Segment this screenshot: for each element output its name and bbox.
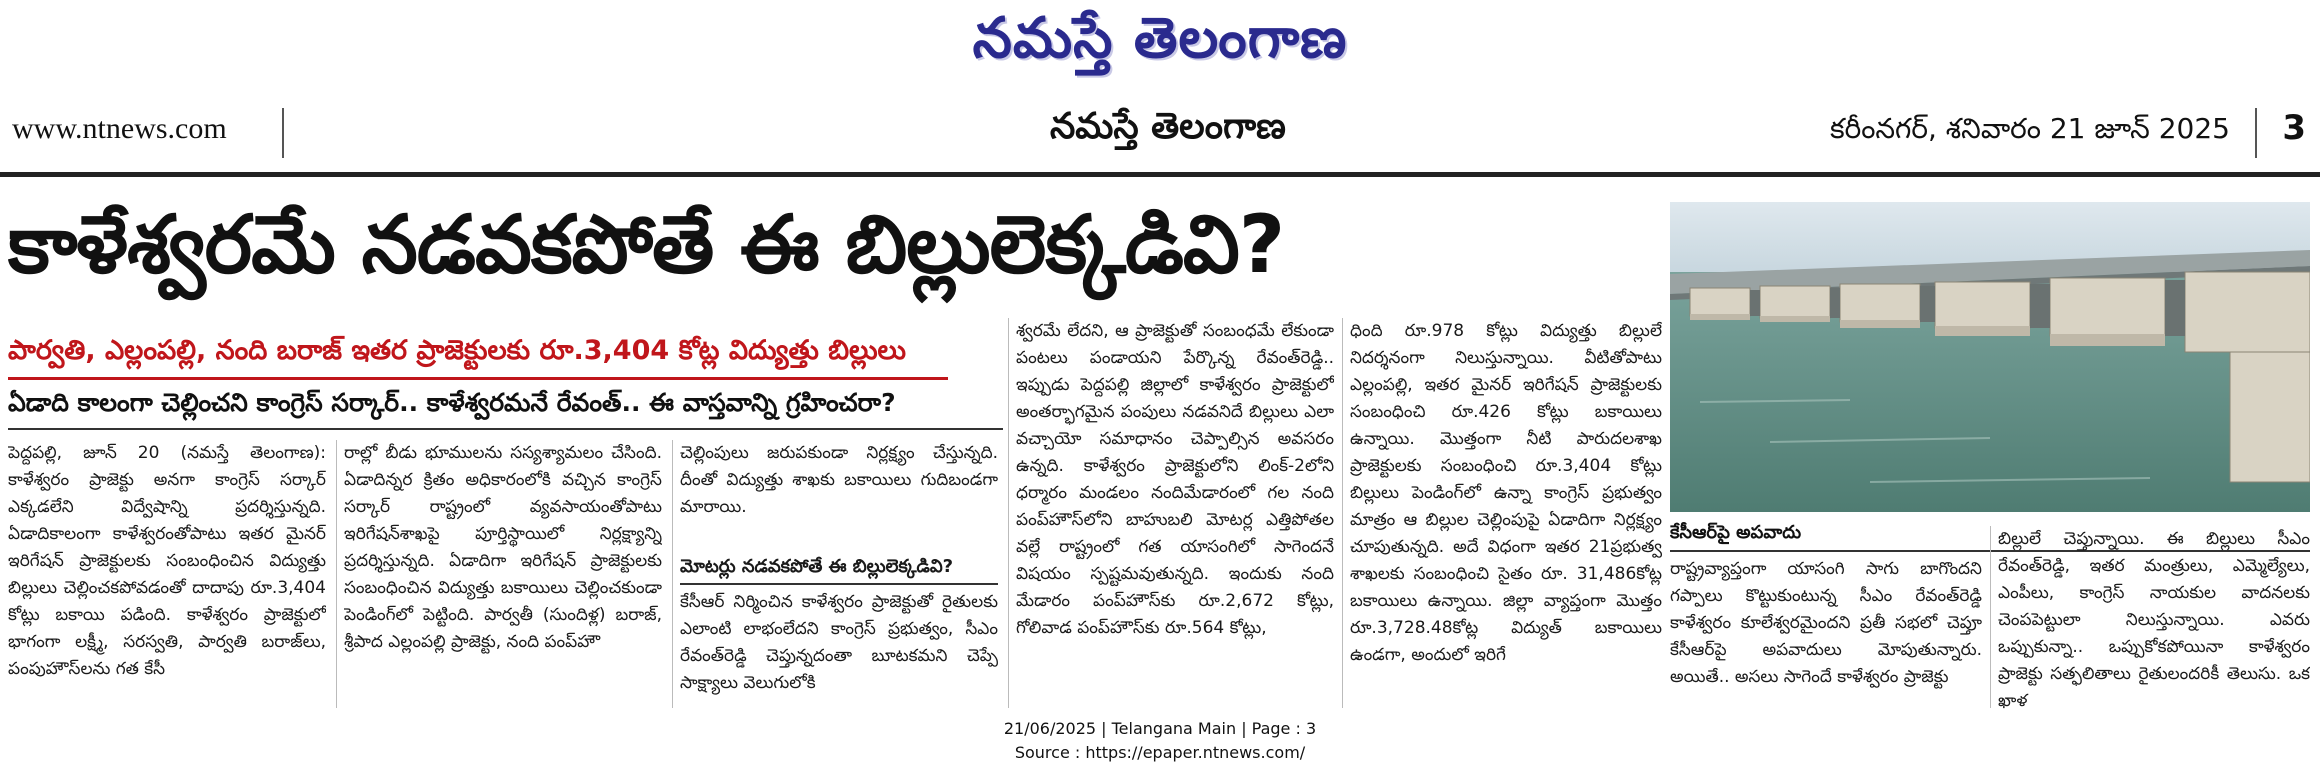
kicker: పార్వతి, ఎల్లంపల్లి, నంది బరాజ్ ఇతర ప్రాజెక్టులకు రూ.3,404 కోట్ల విద్యుత్తు బిల్లులు xyxy=(8,335,907,366)
column-text: రాష్ట్రవ్యాప్తంగా యాసంగి సాగు బాగొందని గప్పాలు కొట్టుకుంటున్న సీఎం రేవంత్‌రెడ్డి కాళేశ్వరం కూలేశ్వరమైందని ప్రతీ సభలో చెప్తూ కేసీఆర్‌పై అపవాదులు మోపుతున్నారు. అయితే.. అసలు సాగెందే కాళేశ్వరం ప్రాజెక్టు xyxy=(1670,559,1982,687)
top-bar xyxy=(0,104,2320,166)
column-text: రాల్లో బీడు భూములను సస్యశ్యామలం చేసింది. ఏడాదిన్నర క్రితం అధికారంలోకి వచ్చిన కాంగ్రెస్ సర్కార్ రాష్ట్రంలో వ్యవసాయంతోపాటు ఇరిగేషన్‌శాఖపై పూర్తిస్థాయిలో నిర్లక్ష్యాన్ని ప్రదర్శిస్తున్నది. ఏడాదిగా ఇరిగేషన్ ప్రాజెక్టులకు సంబంధించిన విద్యుత్తు బకాయిలు చెల్లించకుండా పెండింగ్‌లో పెట్టింది. పార్వతీ (సుందిళ్ల) బరాజ్, శ్రీపాద ఎల్లంపల్లి ప్రాజెక్టు, నంది పంప్‌హౌ xyxy=(344,443,662,652)
column-text: శ్వరమే లేదని, ఆ ప్రాజెక్టుతో సంబంధమే లేకుండా పంటలు పండాయని పేర్కొన్న రేవంత్‌రెడ్డి.. ఇప్పుడు పెద్దపల్లి జిల్లాలో కాళేశ్వరం ప్రాజెక్టులో అంతర్భాగమైన పంపులు నడవనిదే బిల్లులు ఎలా వచ్చాయో సమాధానం చెప్పాల్సిన అవసరం ఉన్నది. కాళేశ్వరం ప్రాజెక్టులోని లింక్-2లోని ధర్మారం మండలం నందిమేడారంలో గల నంది పంప్‌హౌస్‌లోని బాహుబలి మోటర్ల ఎత్తిపోతల వల్లే రాష్ట్రంలో గత యాసంగిలో సాగెందనే విషయం స్పష్టమవుతున్నది. ఇందుకు నంది మేడారం పంప్‌హౌస్‌కు రూ.2,672 కోట్లు, గోలివాడ పంప్‌హౌస్‌కు రూ.564 కోట్లు, xyxy=(1016,321,1334,638)
article-column-2 xyxy=(344,440,662,710)
subheadline: ఏడాది కాలంగా చెల్లించని కాంగ్రెస్ సర్కార్.. కాళేశ్వరమనే రేవంత్.. ఈ వాస్తవాన్ని గ్రహించరా? xyxy=(8,388,896,417)
article-column-6 xyxy=(1670,556,1982,710)
column-text: చెల్లింపులు జరుపకుండా నిర్లక్ష్యం చేస్తున్నది. దీంతో విద్యుత్తు శాఖకు బకాయిలు గుదిబండగా మారాయి. xyxy=(680,443,998,517)
footer-edition-line: 21/06/2025 | Telangana Main | Page : 3 xyxy=(1003,719,1317,738)
masthead xyxy=(0,0,2320,100)
footer-source-link[interactable]: Source : https://epaper.ntnews.com/ xyxy=(1014,743,1306,762)
column-divider xyxy=(672,440,673,708)
column-text: బిల్లులే చెప్తున్నాయి. ఈ బిల్లులు సీఎం రేవంత్‌రెడ్డి, ఇతర మంత్రులు, ఎమ్మెల్యేలు, ఎంపీలు, కాంగ్రెస్ నాయకుల వాదనలకు చెంపపెట్టులా నిలుస్తున్నాయి. ఎవరు ఒప్పుకున్నా.. ఒప్పుకోకపోయినా కాళేశ్వరం ప్రాజెక్టు సత్ఫలితాలు రైతులందరికీ తెలుసు. ఒక ఖాళ xyxy=(1998,529,2310,710)
column-divider xyxy=(1008,318,1009,708)
article-column-1 xyxy=(8,440,326,710)
page-number: 3 xyxy=(2282,108,2306,148)
footer xyxy=(0,717,2320,765)
divider xyxy=(2255,108,2257,158)
article-column-3 xyxy=(680,440,998,710)
barrage-photo xyxy=(1670,202,2310,512)
column-text: పెద్దపల్లి, జూన్ 20 (నమస్తే తెలంగాణ): కాళేశ్వరం ప్రాజెక్టు అనగా కాంగ్రెస్ సర్కార్ ఎక్కడలేని విద్వేషాన్ని ప్రదర్శిస్తున్నది. ఏడాదికాలంగా కాళేశ్వరంతోపాటు ఇతర మైనర్ ఇరిగేషన్ ప్రాజెక్టులకు సంబంధించిన విద్యుత్తు బిల్లులు చెల్లించకపోవడంతో దాదాపు రూ.3,404 కోట్లు బకాయి పడింది. కాళేశ్వరం ప్రాజెక్టులో భాగంగా లక్ష్మీ, సరస్వతి, పార్వతి బరాజ్‌లు, పంపుహౌస్‌లను గత కేసీ xyxy=(8,443,326,679)
column-divider xyxy=(336,440,337,708)
article-column-7 xyxy=(1998,526,2310,710)
header-rule xyxy=(0,172,2320,177)
subheadline-underline xyxy=(8,428,1003,430)
center-logo: నమస్తే తెలంగాణ xyxy=(1050,106,1286,147)
article-column-5 xyxy=(1350,318,1662,710)
article-column-4 xyxy=(1016,318,1334,710)
website-url[interactable]: www.ntnews.com xyxy=(12,112,227,145)
divider xyxy=(282,108,284,158)
column-divider xyxy=(1990,526,1991,708)
dateline: కరీంనగర్, శనివారం 21 జూన్ 2025 xyxy=(1829,112,2230,145)
column-text: ధింది రూ.978 కోట్లు విద్యుత్తు బిల్లులే నిదర్శనంగా నిలుస్తున్నాయి. వీటితోపాటు ఎల్లంపల్లి, ఇతర మైనర్ ఇరిగేషన్ ప్రాజెక్టులకు సంబంధించి రూ.426 కోట్లు బకాయిలు ఉన్నాయి. మొత్తంగా నీటి పారుదలశాఖ ప్రాజెక్టులకు సంబంధించి రూ.3,404 కోట్లు బిల్లులు పెండింగ్‌లో ఉన్నా కాంగ్రెస్ ప్రభుత్వం మాత్రం ఆ బిల్లుల చెల్లింపుపై ఏడాదిగా నిర్లక్ష్యం చూపుతున్నది. అదే విధంగా ఇతర 21ప్రభుత్వ శాఖలకు సంబంధించి సైతం రూ. 31,486కోట్ల బకాయిలు ఉన్నాయి. జిల్లా వ్యాప్తంగా మొత్తం రూ.3,728.48కోట్ల విద్యుత్ బకాయిలు ఉండగా, అందులో ఇరిగే xyxy=(1350,321,1662,665)
masthead-logo: నమస్తే తెలంగాణ xyxy=(972,6,1348,71)
column-divider xyxy=(1342,318,1343,708)
section-minihead: మోటర్లు నడవకపోతే ఈ బిల్లులెక్కడివి? xyxy=(680,553,998,585)
column-text: కేసీఆర్ నిర్మించిన కాళేశ్వరం ప్రాజెక్టుతో రైతులకు ఎలాంటి లాభంలేదని కాంగ్రెస్ ప్రభుత్వం, సీఎం రేవంత్‌రెడ్డి చెప్తున్నదంతా బూటకమని చెప్పే సాక్ష్యాలు వెలుగులోకి xyxy=(680,592,998,693)
barrage-illustration xyxy=(1670,202,2310,512)
headline: కాళేశ్వరమే నడవకపోతే ఈ బిల్లులెక్కడివి? xyxy=(8,198,1285,291)
kicker-underline xyxy=(8,377,948,380)
photo-caption: కేసీఆర్‌పై అపవాదు xyxy=(1670,522,2310,552)
